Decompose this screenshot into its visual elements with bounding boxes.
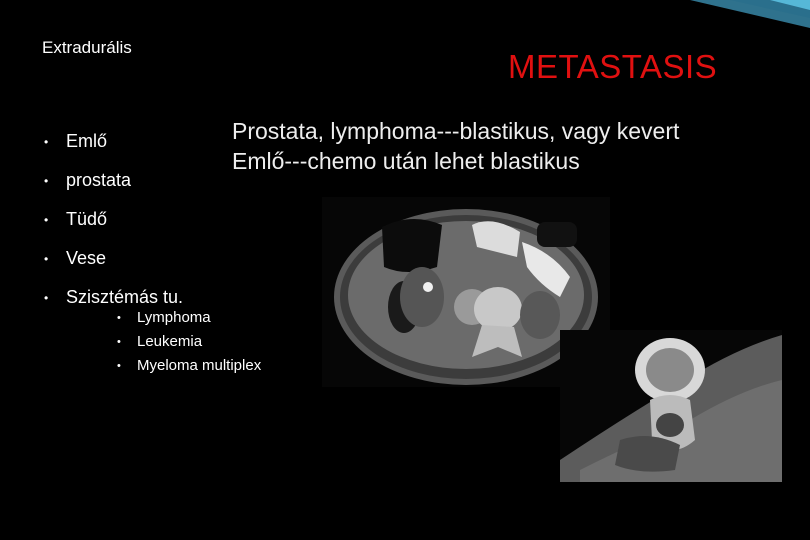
bullet-icon: •	[44, 213, 49, 227]
bullet-icon: •	[44, 135, 49, 149]
bullet-list	[44, 131, 183, 326]
description-line: Prostata, lymphoma---blastikus, vagy kevert	[232, 118, 680, 144]
bullet-item: • Szisztémás tu.	[44, 287, 184, 307]
bullet-icon: •	[44, 252, 49, 266]
bullet-icon: •	[117, 360, 121, 372]
bullet-icon: •	[117, 336, 121, 348]
bullet-icon: •	[117, 312, 121, 324]
bullet-icon: •	[44, 174, 49, 188]
ct-scan-neck-image	[560, 330, 782, 482]
sub-bullet-item: • Myeloma multiplex	[117, 357, 262, 374]
bullet-item: • Vese	[44, 248, 107, 268]
slide-title: METASTASIS	[508, 48, 718, 85]
bullet-item: • prostata	[44, 170, 132, 190]
corner-decoration	[630, 0, 810, 30]
bullet-icon: •	[44, 291, 49, 305]
sub-bullet-list	[117, 309, 261, 381]
bullet-item: • Tüdő	[44, 209, 108, 229]
sub-bullet-item: • Leukemia	[117, 333, 203, 350]
slide-subtitle: Extradurális	[42, 38, 132, 57]
sub-bullet-item: • Lymphoma	[117, 309, 211, 326]
description-line: Emlő---chemo után lehet blastikus	[232, 148, 580, 174]
bullet-item: • Emlő	[44, 131, 108, 151]
description-text	[232, 116, 679, 176]
